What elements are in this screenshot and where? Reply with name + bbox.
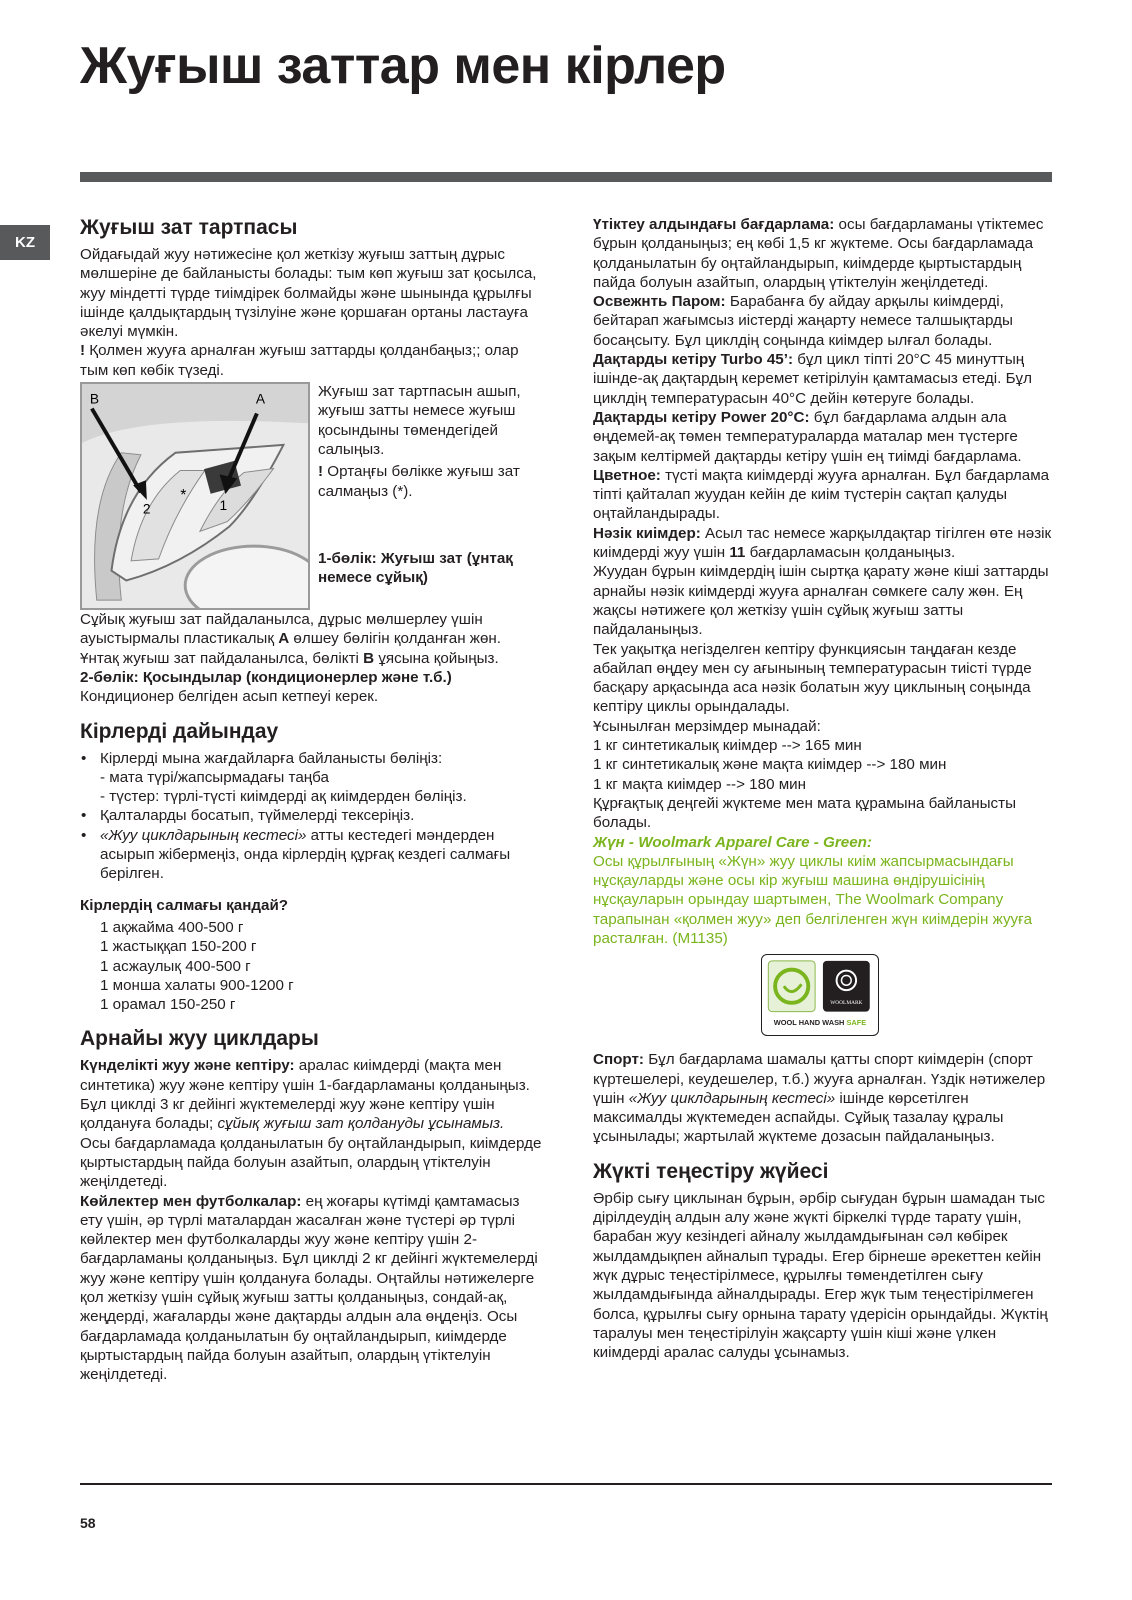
drawer-side-text — [318, 382, 542, 610]
color-text: Цветное: түсті мақта киімдерді жууға арналған. Бұл бағдарлама тіпті қайталап жуудан кейін де киім түстерін сақтап қалуды оңтайландырады. — [593, 466, 1050, 523]
list-item: 1 ақжайма 400-500 г — [100, 918, 244, 936]
list-item: • Кірлерді мына жағдайларға байланысты бөліңіз: - мата түрі/жапсырмадағы таңба - түстер: түрлі-түсті киімдерді ақ киімдерден бөліңіз. — [80, 749, 542, 807]
power-text: Дақтарды кетіру Power 20°C: бұл бағдарлама алдын ала өңдемей-ақ төмен температураларда маталар мен түстерге зақым келтірмей дақтарды кетіру үшін ең тиімді бағдарлама. — [593, 408, 1022, 465]
detergent-drawer-diagram — [80, 382, 310, 610]
list-item: 1 кг мақта киімдер --> 180 мин — [593, 775, 807, 793]
open-drawer-text: Жуғыш зат тартпасын ашып, жуғыш затты немесе жуғыш қосындыны төмендегідей салыңыз. — [318, 383, 521, 458]
language-tab: KZ — [0, 225, 50, 260]
steam-text: Освежнть Паром: Барабанға бу айдау арқылы киімдерді, бейтарап жағымсыз иістерді жаңарту немесе талшықтарды босаңсыту. Бұл циклдің соңында киімдер ылғал болады. — [593, 293, 1013, 349]
list-item: • Қалталарды босатып, түймелерді тексеріңіз. — [80, 806, 542, 825]
list-item: 1 жастыққап 150-200 г — [100, 938, 257, 956]
pre-iron-text: Үтіктеу алдындағы бағдарлама: осы бағдарламаны үтіктемес бұрын қолданыңыз; ең көбі 1,5 кг жүктеме. Осы бағдарламада қолданылатын бу оңтайландырып, киімдерде қыртыстардың пайда болуын азайтып, олардың үтіктелуін жеңілдетеді. — [593, 216, 1044, 291]
right-column — [593, 215, 1055, 1362]
list-item: 1 монша халаты 900-1200 г — [100, 976, 294, 994]
wool-label: Жүн - Woolmark Apparel Care - Green: — [593, 833, 872, 851]
diagram-label-a: A — [255, 391, 266, 407]
times-heading: Ұсынылған мерзімдер мынадай: — [593, 717, 821, 735]
left-column — [80, 215, 542, 1384]
diagram-label-star: * — [180, 487, 187, 505]
wool-text: Осы құрылғының «Жүн» жуу циклы киім жапсырмасындағы нұсқауларды және осы кір жуғыш машина өндірушісінің нұсқауларын орындау шартымен, The Woolmark Company тарапынан «қолмен жуу» деп белгіленген жүн киімдерін жууға расталған. (M1135) — [593, 852, 1033, 947]
woolmark-logo — [761, 954, 879, 1036]
compartment-2-text: Кондиционер белгіден асып кетпеуі керек. — [80, 688, 379, 706]
delicate-more: Жуудан бұрын киімдердің ішін сыртқа қарату және кіші заттарды арнайы нәзік киімдерді жууға арналған сөмкеге салу жөн. Ең жақсы нәтижеге қол жеткізу үшін сұйық жуғыш затты пайдаланыңыз. — [593, 563, 1049, 639]
drawer-block — [80, 382, 542, 610]
woolmark-caption: WOOL HAND WASH SAFE — [773, 1018, 867, 1028]
page-number: 58 — [80, 1515, 96, 1531]
list-item: 1 орамал 150-250 г — [100, 996, 236, 1014]
page-title: Жуғыш заттар мен кірлер — [80, 37, 726, 95]
detergent-intro: Ойдағыдай жуу нәтижесіне қол жеткізу жуғыш заттың дұрыс мөлшеріне де байланысты болады: тым көп жуғыш зат қосылса, жуу міндетті түрде тиімдірек болмайды және шынында құрылғы ішінде қалдықтардың түзілуіне және қоршаған ортаны ластауға әкелуі мүмкін. — [80, 246, 537, 341]
compartment-1-label: 1-бөлік: Жуғыш зат (ұнтақ немесе сұйық) — [318, 549, 513, 587]
detergent-heading: Жуғыш зат тартпасы — [80, 216, 298, 239]
list-item: 1 кг синтетикалық киімдер --> 165 мин — [593, 737, 862, 755]
compartment-2-label: 2-бөлік: Қосындылар (кондиционерлер және т.б.) — [80, 668, 452, 686]
special-cycles-heading: Арнайы жуу циклдары — [80, 1027, 319, 1051]
list-item: 1 кг синтетикалық және мақта киімдер --> 180 мин — [593, 756, 947, 774]
balance-heading: Жүкті теңестіру жүйесі — [593, 1159, 829, 1183]
diagram-label-one: 1 — [219, 497, 228, 513]
times-note: Құрғақтық деңгейі жүктеме мен мата құрамына байланысты болады. — [593, 794, 1016, 832]
woolmark-brand: WOOLMARK — [830, 1000, 863, 1007]
prep-list — [80, 749, 542, 884]
diagram-label-two: 2 — [142, 501, 151, 517]
footer-rule — [80, 1483, 1052, 1485]
balance-text: Әрбір сығу циклынан бұрын, әрбір сығудан бұрын шамадан тыс дірілдеудің алдын алу және жүкті біркелкі түрде тарату үшін, барабан жуу кезіндегі айналу жылдамдығынан сәл көбірек жылдамдықпен айналып тұрады. Егер бірнеше әрекеттен кейін жүк дұрыс теңестірілмесе, құрылғы төмендетілген сығу жылдамдығында айналдырады. Егер жүк тым теңестірілмеген болса, құрылғы сығу орнына тарату үдерісін орындайды. Жүктің таралуы мен теңестірілуін жақсарту үшін кіші және үлкен киімдерді аралас салуды ұсынамыз. — [593, 1189, 1048, 1362]
sport-text: Спорт: Бұл бағдарлама шамалы қатты спорт киімдерін (спорт күртешелері, кеудешелер, т.б.) жууға арналған. Үздік нәтижелер үшін «Жуу циклдарының кестесі» ішінде көрсетілген максималды жүктемеден аспайды. Сұйық тазалау құралы ұсынылады; жартылай жүктеме дозасын пайдаланыңыз. — [593, 1051, 1046, 1146]
turbo-text: Дақтарды кетіру Turbo 45’: бұл цикл тіпті 20°C 45 минуттың ішінде-ақ дақтардың керемет кетірілуін қамтамасыз етеді. Бұл циклдің температурасын 40°C дейін көтеруге болады. — [593, 351, 1033, 407]
delicate-text: Нәзік киімдер: Асыл тас немесе жарқылдақтар тігілген өте нәзік киімдерді жуу үшін 11 бағдарламасын қолданыңыз. — [593, 524, 1052, 562]
list-item: • «Жуу циклдарының кестесі» атты кестедегі мәндерден асырып жібермеңіз, онда кірлердің құрғақ кездегі салмағы берілген. — [80, 826, 542, 884]
warning-mark: ! — [318, 463, 324, 481]
weight-list — [80, 918, 542, 1014]
shirts-text: Көйлектер мен футболкалар: ең жоғары күтімді қамтамасыз ету үшін, әр түрлі маталардан жасалған және түстері әр түрлі көйлектер мен футболкаларды жуу және кептіру үшін 2-бағдарламаны қолданыңыз. Бұл циклді 2 кг дейінгі жүктемелерді жуу және кептіру үшін қолдануға болады. Оңтайлы нәтижелерге қол жеткізу үшін сұйық жуғыш затты қолданыңыз, сондай-ақ, жеңдерді, жағаларды және дақтарды алдын ала өңдеңіз. Осы бағдарламада қолданылатын бу оңтайландырып, киімдерде қыртыстардың пайда болуын азайтып, олардың үтіктелуін жеңілдетеді. — [80, 1192, 538, 1384]
warning-note: ! Қолмен жууға арналған жуғыш заттарды қолданбаңыз;; олар тым көп көбік түзеді. — [80, 342, 519, 379]
prep-heading: Кірлерді дайындау — [80, 719, 279, 743]
compartment-1-text: Сұйық жуғыш зат пайдаланылса, дұрыс мөлшерлеу үшін ауыстырмалы пластикалық A өлшеу бөлігін қолданған жөн. Ұнтақ жуғыш зат пайдаланылса, бөлікті B ұясына қойыңыз. — [80, 611, 502, 667]
list-item: 1 асжаулық 400-500 г — [100, 957, 251, 975]
header-rule — [80, 172, 1052, 182]
dry-text: Тек уақытқа негізделген кептіру функциясын таңдаған кезде абайлап өңдеу мен су ағынының температурасын тиісті түрде басқару арқасында аса нәзік болатын жуу циклының соңында кептіру циклы орындалады. — [593, 640, 1032, 716]
warning-mark: ! — [80, 342, 86, 360]
middle-compartment-note: ! Ортаңғы бөлікке жуғыш зат салмаңыз (*). — [318, 463, 520, 500]
daily-wash-more: Осы бағдарламада қолданылатын бу оңтайландырып, киімдерде қыртыстардың пайда болуын азайтып, олардың үтіктелуін жеңілдетеді. — [80, 1134, 542, 1191]
daily-wash-text: Күнделікті жуу және кептіру: аралас киімдерді (мақта мен синтетика) жуу және кептіру үшін 1-бағдарламаны қолданыңыз. Бұл циклді 3 кг дейінгі жүктемелерді жуу және кептіру үшін қолдануға болады; сұйық жуғыш зат қолдануды ұсынамыз. — [80, 1057, 530, 1133]
diagram-label-b: B — [89, 391, 100, 407]
weight-heading: Кірлердің салмағы қандай? — [80, 896, 289, 914]
